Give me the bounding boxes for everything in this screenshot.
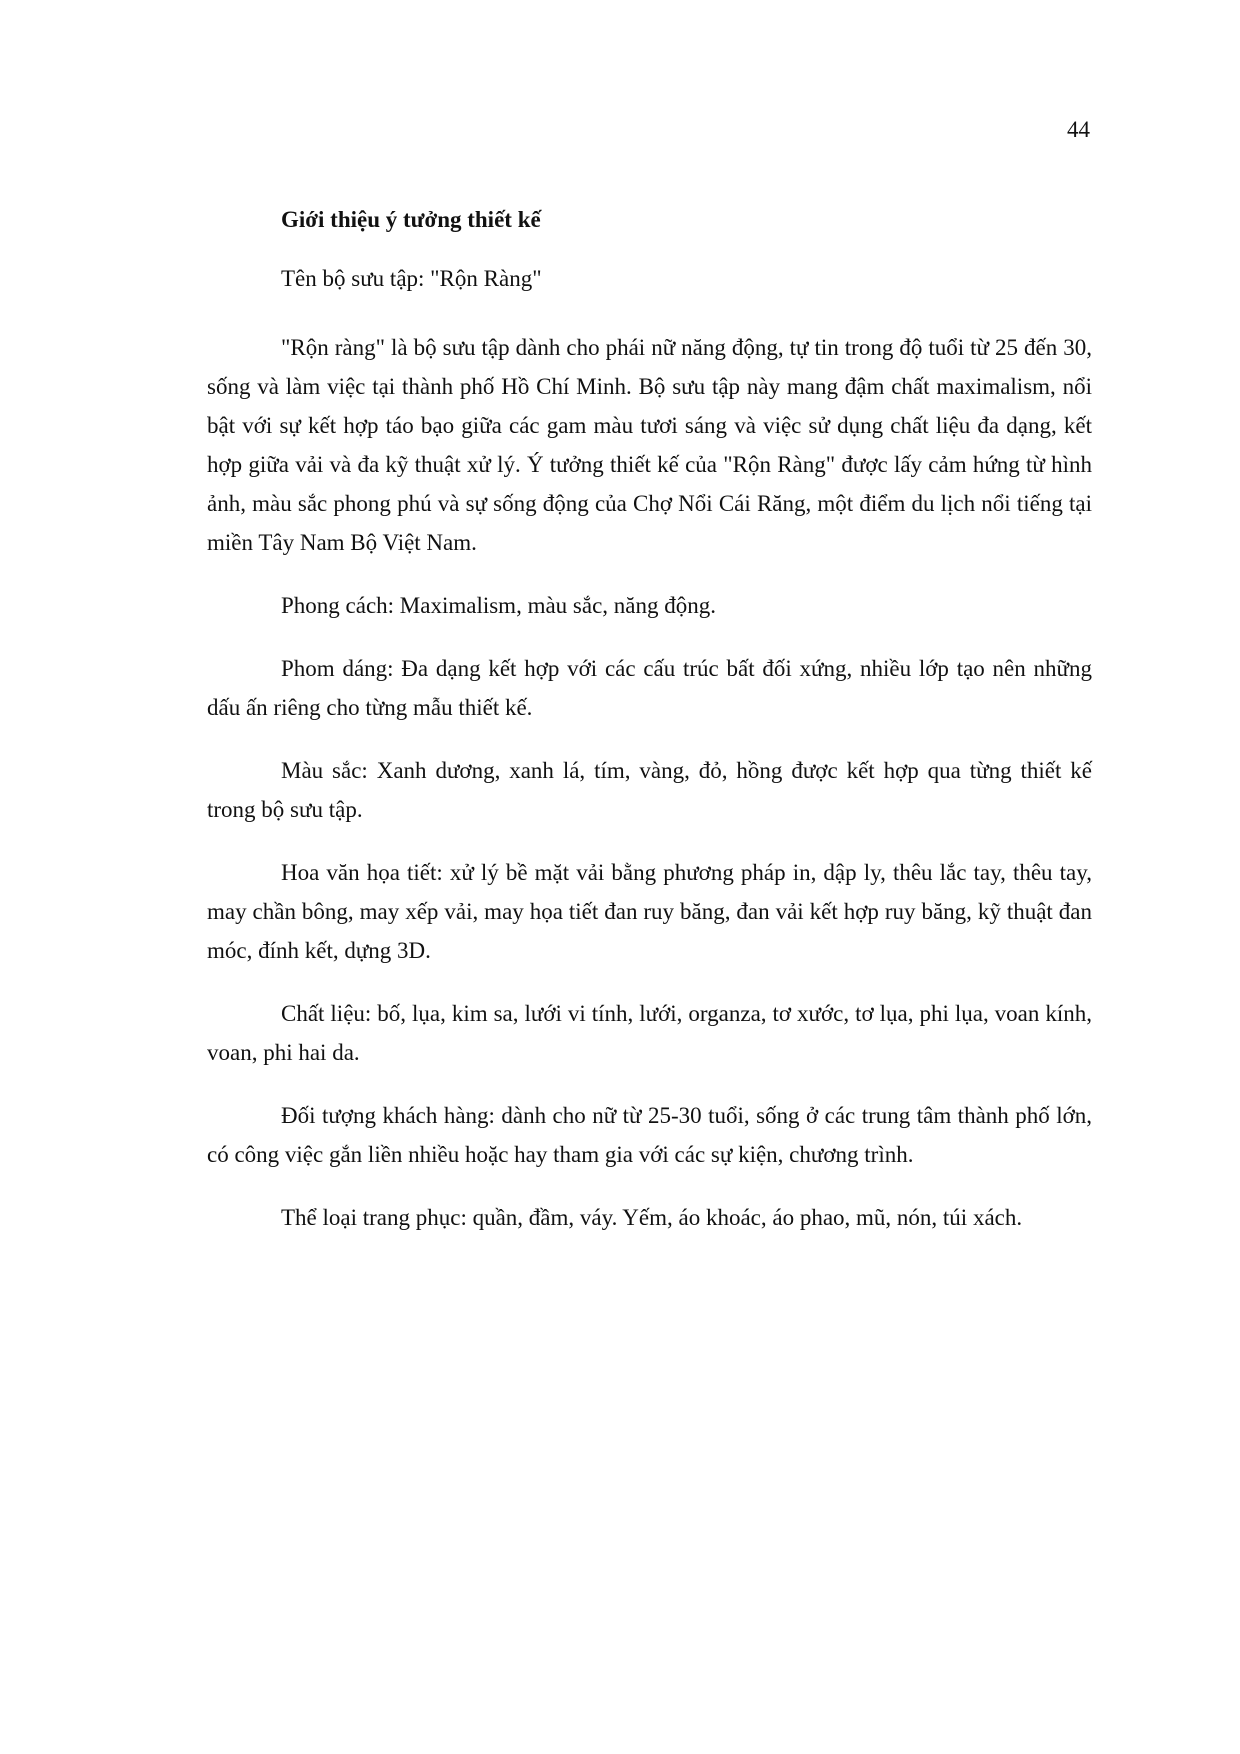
paragraph-garment-types: Thể loại trang phục: quần, đầm, váy. Yếm, áo khoác, áo phao, mũ, nón, túi xách. [281, 1205, 1023, 1230]
paragraph-collection-description: "Rộn ràng" là bộ sưu tập dành cho phái nữ năng động, tự tin trong độ tuổi từ 25 đến 30, sống và làm việc tại thành phố Hồ Chí Minh. Bộ sưu tập này mang đậm chất maximalism, nổi bật với sự kết hợp táo bạo giữa các gam màu tươi sáng và việc sử dụng chất liệu đa dạng, kết hợp giữa vải và đa kỹ thuật xử lý. Ý tưởng thiết kế của "Rộn Ràng" được lấy cảm hứng từ hình ảnh, màu sắc phong phú và sự sống động của Chợ Nổi Cái Răng, một điểm du lịch nổi tiếng tại miền Tây Nam Bộ Việt Nam. [207, 335, 1092, 555]
section-heading: Giới thiệu ý tưởng thiết kế [281, 207, 541, 232]
paragraph-silhouette: Phom dáng: Đa dạng kết hợp với các cấu trúc bất đối xứng, nhiều lớp tạo nên những dấu ấn riêng cho từng mẫu thiết kế. [207, 656, 1092, 720]
paragraph-materials: Chất liệu: bố, lụa, kim sa, lưới vi tính, lưới, organza, tơ xước, tơ lụa, phi lụa, voan kính, voan, phi hai da. [207, 1001, 1092, 1065]
document-body [207, 205, 1092, 1261]
paragraph-collection-name: Tên bộ sưu tập: "Rộn Ràng" [281, 266, 542, 291]
paragraph-style: Phong cách: Maximalism, màu sắc, năng động. [281, 593, 717, 618]
paragraph-colors: Màu sắc: Xanh dương, xanh lá, tím, vàng, đỏ, hồng được kết hợp qua từng thiết kế trong bộ sưu tập. [207, 758, 1092, 822]
page-number: 44 [1067, 117, 1090, 142]
paragraph-target-customers: Đối tượng khách hàng: dành cho nữ từ 25-30 tuổi, sống ở các trung tâm thành phố lớn, có công việc gắn liền nhiều hoặc hay tham gia với các sự kiện, chương trình. [207, 1103, 1092, 1167]
paragraph-patterns: Hoa văn họa tiết: xử lý bề mặt vải bằng phương pháp in, dập ly, thêu lắc tay, thêu tay, may chần bông, may xếp vải, may họa tiết đan ruy băng, đan vải kết hợp ruy băng, kỹ thuật đan móc, đính kết, dựng 3D. [207, 860, 1092, 963]
